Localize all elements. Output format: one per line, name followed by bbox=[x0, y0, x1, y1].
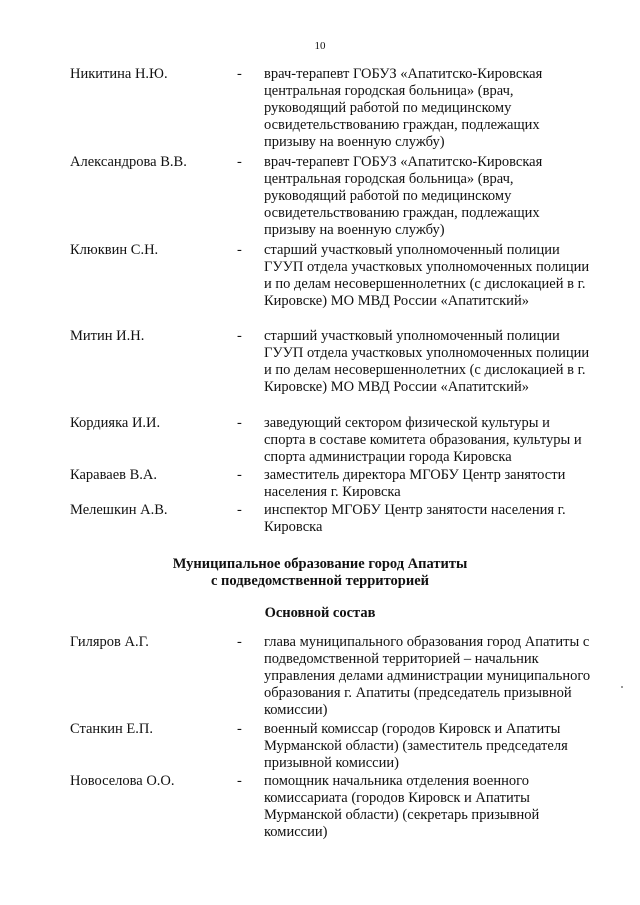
person-name: Гиляров А.Г. bbox=[70, 634, 149, 650]
person-name: Александрова В.В. bbox=[70, 154, 187, 170]
person-name: Митин И.Н. bbox=[70, 328, 145, 344]
separator-dash: - bbox=[237, 154, 242, 170]
person-role: помощник начальника отделения военного комиссариата (городов Кировск и Апатиты Мурманской области) (секретарь призывной комиссии) bbox=[264, 773, 540, 840]
scan-speck bbox=[621, 686, 623, 688]
person-name: Новоселова О.О. bbox=[70, 773, 175, 789]
person-role: старший участковый уполномоченный полиции ГУУП отдела участковых уполномоченных полиции и по делам несовершеннолетних (с дислокацией в г. Кировске) МО МВД России «Апатитский» bbox=[264, 328, 590, 395]
section-title-line2: с подведомственной территорией bbox=[210, 573, 430, 589]
section-subtitle: Основной состав bbox=[264, 605, 376, 621]
person-role: военный комиссар (городов Кировск и Апатиты Мурманской области) (заместитель председателя призывной комиссии) bbox=[264, 721, 568, 771]
person-name: Мелешкин А.В. bbox=[70, 502, 168, 518]
section-title-line1: Муниципальное образование город Апатиты bbox=[172, 556, 468, 572]
person-role: врач-терапевт ГОБУЗ «Апатитско-Кировская центральная городская больница» (врач, руководящий работой по медицинскому освидетельствованию граждан, подлежащих призыву на военную службу) bbox=[264, 66, 543, 150]
person-name: Караваев В.А. bbox=[70, 467, 157, 483]
separator-dash: - bbox=[237, 467, 242, 483]
separator-dash: - bbox=[237, 502, 242, 518]
person-role: старший участковый уполномоченный полиции ГУУП отдела участковых уполномоченных полиции и по делам несовершеннолетних (с дислокацией в г. Кировске) МО МВД России «Апатитский» bbox=[264, 242, 590, 309]
separator-dash: - bbox=[237, 634, 242, 650]
separator-dash: - bbox=[237, 773, 242, 789]
separator-dash: - bbox=[237, 66, 242, 82]
person-role: инспектор МГОБУ Центр занятости населения г. Кировска bbox=[264, 502, 566, 535]
separator-dash: - bbox=[237, 242, 242, 258]
person-role: заместитель директора МГОБУ Центр занятости населения г. Кировска bbox=[264, 467, 566, 500]
person-name: Кордияка И.И. bbox=[70, 415, 161, 431]
person-role: врач-терапевт ГОБУЗ «Апатитско-Кировская центральная городская больница» (врач, руководящий работой по медицинскому освидетельствованию граждан, подлежащих призыву на военную службу) bbox=[264, 154, 543, 238]
separator-dash: - bbox=[237, 721, 242, 737]
person-name: Станкин Е.П. bbox=[70, 721, 153, 737]
separator-dash: - bbox=[237, 328, 242, 344]
page-number: 10 bbox=[314, 40, 326, 52]
separator-dash: - bbox=[237, 415, 242, 431]
person-name: Никитина Н.Ю. bbox=[70, 66, 168, 82]
person-name: Клюквин С.Н. bbox=[70, 242, 159, 258]
person-role: глава муниципального образования город Апатиты с подведомственной территорией – начальник управления делами администрации муниципального образования г. Апатиты (председатель призывной комиссии) bbox=[264, 634, 591, 718]
person-role: заведующий сектором физической культуры и спорта в составе комитета образования, культуры и спорта администрации города Кировска bbox=[264, 415, 582, 465]
